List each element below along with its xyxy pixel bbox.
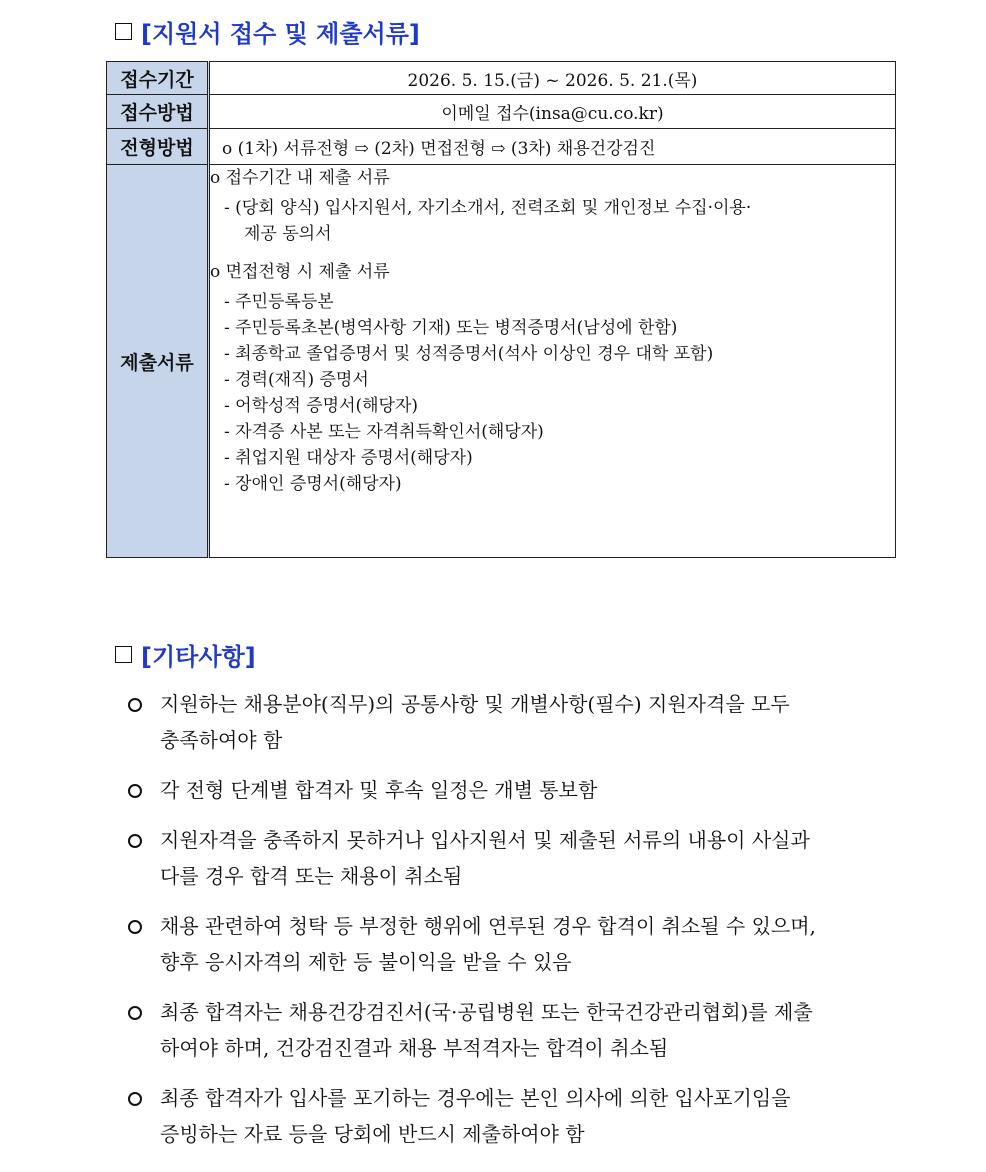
list-item — [128, 686, 898, 758]
list-item: - 주민등록초본(병역사항 기재) 또는 병적증명서(남성에 한함) — [224, 318, 678, 338]
section-title-application — [115, 14, 420, 49]
row-value: 이메일 접수(insa@cu.co.kr) — [209, 95, 896, 129]
documents-cell — [209, 165, 896, 558]
note-line: 향후 응시자격의 제한 등 불이익을 받을 수 있음 — [160, 950, 572, 974]
checkbox-icon — [115, 23, 132, 40]
application-info-table — [106, 61, 896, 558]
table-row — [107, 165, 896, 558]
note-line: 다를 경우 합격 또는 채용이 취소됨 — [160, 864, 463, 888]
circle-bullet-icon — [128, 1006, 142, 1020]
section-title-text: [기타사항] — [141, 643, 256, 671]
row-value: o (1차) 서류전형 ⇨ (2차) 면접전형 ⇨ (3차) 채용건강검진 — [209, 129, 896, 165]
circle-bullet-icon — [128, 1092, 142, 1106]
list-item: 제공 동의서 — [244, 224, 332, 244]
list-item: - 최종학교 졸업증명서 및 성적증명서(석사 이상인 경우 대학 포함) — [224, 344, 714, 364]
table-row — [107, 62, 896, 95]
note-line: 증빙하는 자료 등을 당회에 반드시 제출하여야 함 — [160, 1122, 585, 1146]
list-item: - 어학성적 증명서(해당자) — [224, 396, 419, 416]
note-line: 지원하는 채용분야(직무)의 공통사항 및 개별사항(필수) 지원자격을 모두 — [160, 692, 790, 716]
note-line: 최종 합격자는 채용건강검진서(국·공립병원 또는 한국건강관리협회)를 제출 — [160, 1000, 813, 1024]
list-item — [128, 822, 898, 894]
list-item — [128, 1080, 898, 1152]
row-label: 접수방법 — [107, 95, 209, 129]
list-item: - 주민등록등본 — [224, 292, 334, 312]
circle-bullet-icon — [128, 920, 142, 934]
list-item: - 장애인 증명서(해당자) — [224, 474, 402, 494]
list-item: - 경력(재직) 증명서 — [224, 370, 369, 390]
list-item — [128, 994, 898, 1066]
checkbox-icon — [115, 646, 132, 663]
row-label: 제출서류 — [107, 165, 209, 558]
list-item: - (당회 양식) 입사지원서, 자기소개서, 전력조회 및 개인정보 수집·이용· — [224, 198, 752, 218]
section-title-text: [지원서 접수 및 제출서류] — [141, 20, 420, 48]
list-item — [128, 908, 898, 980]
list-item: - 취업지원 대상자 증명서(해당자) — [224, 448, 473, 468]
row-label: 접수기간 — [107, 62, 209, 95]
circle-bullet-icon — [128, 834, 142, 848]
list-item — [128, 772, 898, 808]
row-value: 2026. 5. 15.(금) ~ 2026. 5. 21.(목) — [209, 62, 896, 95]
documents-group-heading: o 접수기간 내 제출 서류 — [210, 168, 390, 188]
note-line: 충족하여야 함 — [160, 728, 283, 752]
row-label: 전형방법 — [107, 129, 209, 165]
circle-bullet-icon — [128, 784, 142, 798]
table-row — [107, 95, 896, 129]
note-line: 최종 합격자가 입사를 포기하는 경우에는 본인 의사에 의한 입사포기임을 — [160, 1086, 791, 1110]
note-line: 각 전형 단계별 합격자 및 후속 일정은 개별 통보함 — [160, 778, 598, 802]
list-item: - 자격증 사본 또는 자격취득확인서(해당자) — [224, 422, 544, 442]
section-title-misc — [115, 637, 256, 672]
note-line: 지원자격을 충족하지 못하거나 입사지원서 및 제출된 서류의 내용이 사실과 — [160, 828, 810, 852]
note-line: 하여야 하며, 건강검진결과 채용 부적격자는 합격이 취소됨 — [160, 1036, 669, 1060]
note-line: 채용 관련하여 청탁 등 부정한 행위에 연루된 경우 합격이 취소될 수 있으며, — [160, 914, 816, 938]
documents-group-heading: o 면접전형 시 제출 서류 — [210, 262, 390, 282]
circle-bullet-icon — [128, 698, 142, 712]
table-row — [107, 129, 896, 165]
notes-list — [128, 686, 898, 1166]
